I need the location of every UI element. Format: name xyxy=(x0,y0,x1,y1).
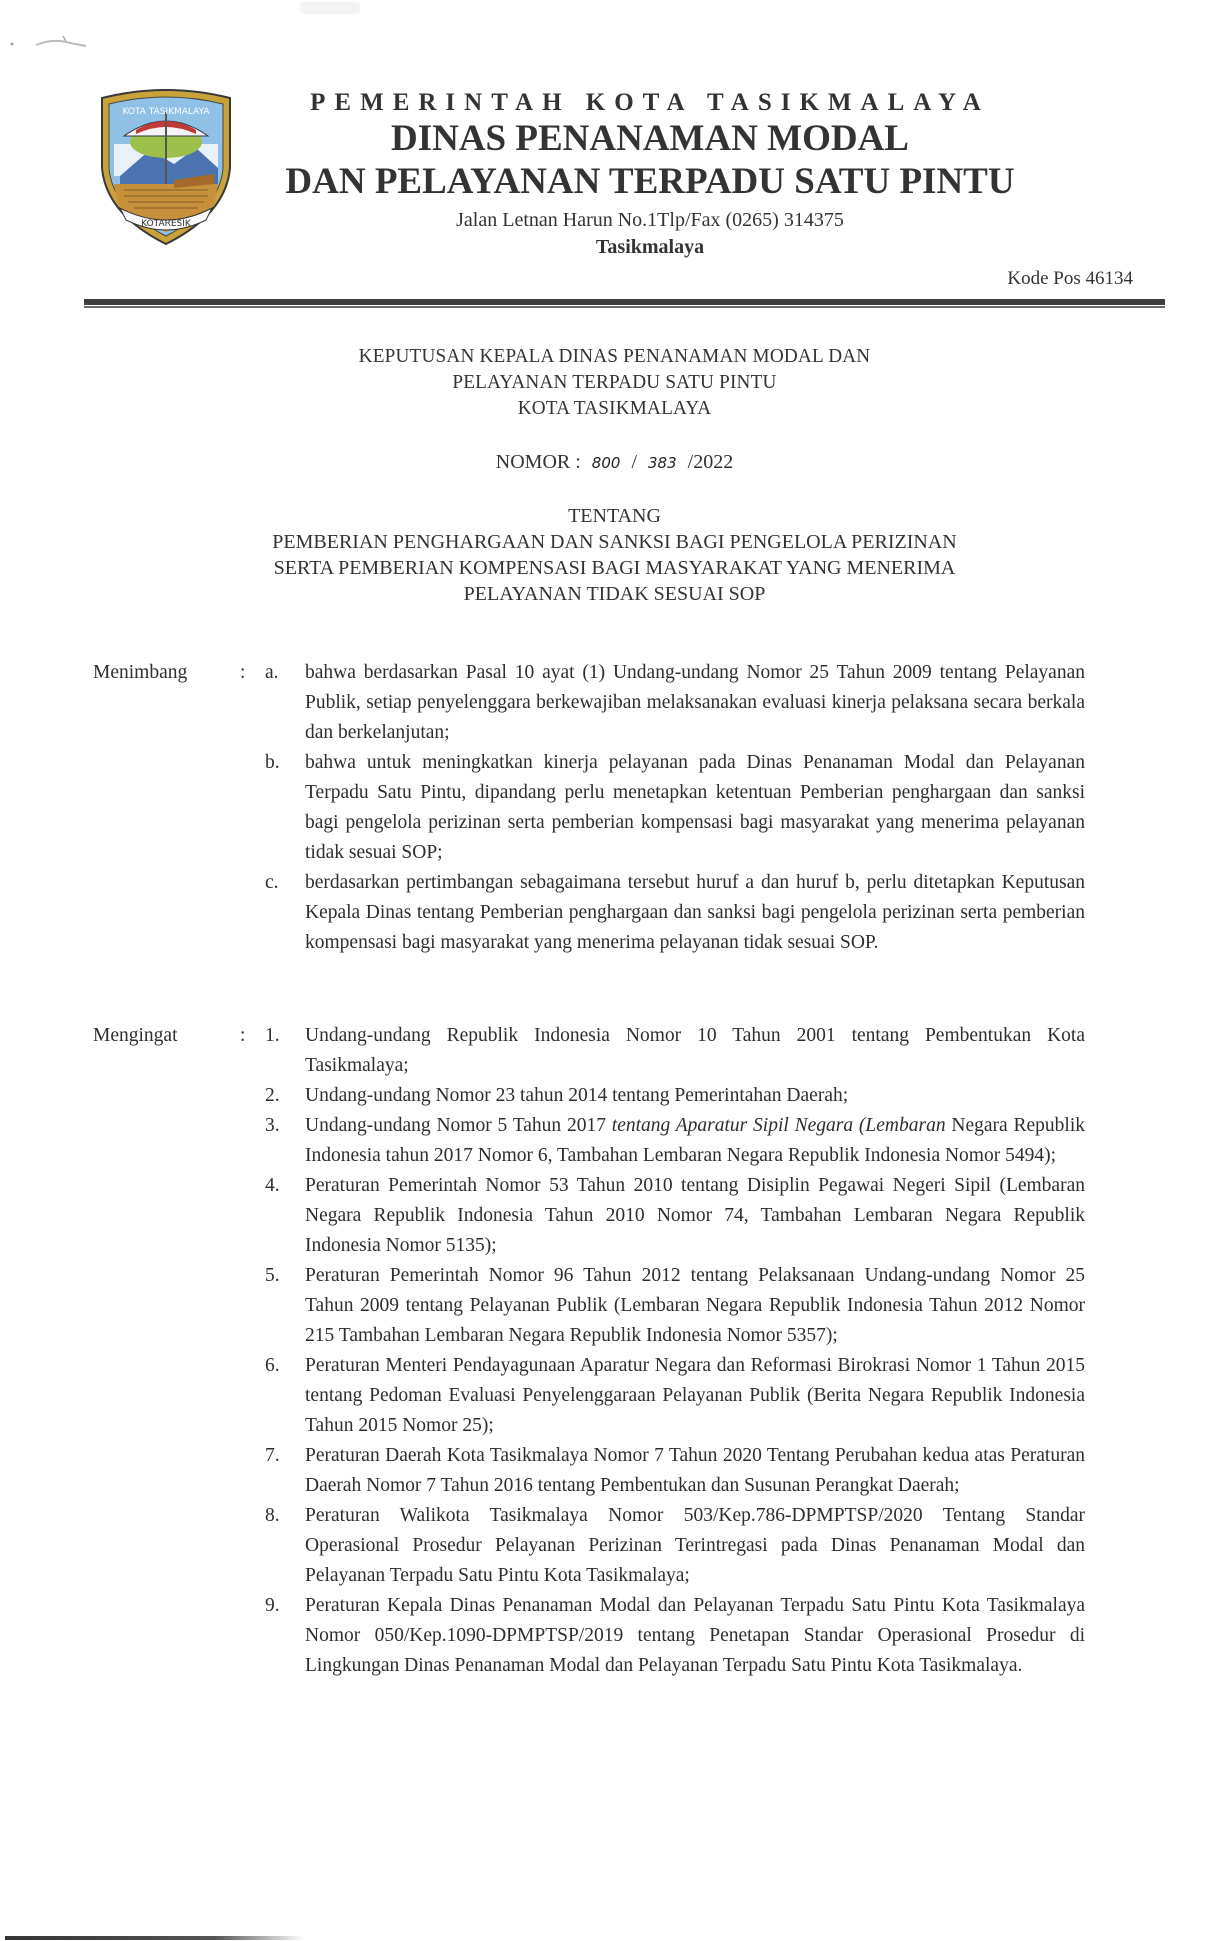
scan-mark xyxy=(8,30,88,58)
consideration-item xyxy=(265,658,1085,748)
number-handwritten-part2: 383 xyxy=(648,454,677,472)
item-marker: 8. xyxy=(265,1505,280,1526)
government-name: PEMERINTAH KOTA TASIKMALAYA xyxy=(310,89,990,116)
item-text: Peraturan Pemerintah Nomor 96 Tahun 2012 tentang Pelaksanaan Undang-undang Nomor 25 Tahun 2009 tentang Pelayanan Publik (Lembaran Negara Republik Indonesia Tahun 2012 Nomor 215 Tambahan Lembaran Negara Republik Indonesia Nomor 5357); xyxy=(305,1265,1085,1346)
decree-title-line: KEPUTUSAN KEPALA DINAS PENANAMAN MODAL DAN xyxy=(358,345,871,367)
item-marker: a. xyxy=(265,662,279,683)
item-text-before: Undang-undang Nomor 5 Tahun 2017 xyxy=(305,1115,612,1136)
decree-title-line: PELAYANAN TERPADU SATU PINTU xyxy=(452,371,777,393)
legal-basis-item xyxy=(265,1021,1085,1081)
legal-basis-item xyxy=(265,1171,1085,1261)
letterhead-divider-thin xyxy=(84,306,1165,308)
letterhead-divider-thick xyxy=(84,299,1165,305)
number-handwritten-part1: 800 xyxy=(591,454,621,472)
item-text: Peraturan Daerah Kota Tasikmalaya Nomor 7 Tahun 2020 Tentang Perubahan kedua atas Peraturan Daerah Nomor 7 Tahun 2016 tentang Pembentukan dan Susunan Perangkat Daerah; xyxy=(305,1445,1085,1496)
item-text: bahwa berdasarkan Pasal 10 ayat (1) Undang-undang Nomor 25 Tahun 2009 tentang Pelayanan Publik, setiap penyelenggara berkewajiban melaksanakan evaluasi kinerja pelaksana secara berkala dan berkelanjutan; xyxy=(305,662,1085,743)
legal-basis-item xyxy=(265,1501,1085,1591)
section-label: Menimbang xyxy=(93,662,188,683)
legal-basis-item xyxy=(265,1351,1085,1441)
decree-title-line: KOTA TASIKMALAYA xyxy=(517,397,712,419)
section-colon: : xyxy=(240,662,246,683)
scan-bottom-edge xyxy=(5,1936,305,1940)
scan-smudge xyxy=(300,2,360,14)
logo-ribbon-text: KOTARESIK xyxy=(141,219,191,229)
item-marker: 3. xyxy=(265,1115,280,1136)
section-menimbang xyxy=(93,658,1085,958)
agency-city: Tasikmalaya xyxy=(595,236,705,258)
section-colon: : xyxy=(240,1025,246,1046)
postal-code: Kode Pos 46134 xyxy=(1007,268,1133,289)
number-label: NOMOR : xyxy=(495,451,581,473)
item-marker: 5. xyxy=(265,1265,280,1286)
agency-name-line1: DINAS PENANAMAN MODAL xyxy=(391,118,909,159)
item-marker: c. xyxy=(265,872,279,893)
subject-label: TENTANG xyxy=(568,505,661,527)
item-marker: 1. xyxy=(265,1025,280,1046)
item-marker: b. xyxy=(265,752,280,773)
item-text: Peraturan Pemerintah Nomor 53 Tahun 2010 tentang Disiplin Pegawai Negeri Sipil (Lembaran Negara Republik Indonesia Tahun 2010 Nomor 74, Tambahan Lembaran Negara Republik Indonesia Nomor 5135); xyxy=(305,1175,1085,1256)
item-marker: 9. xyxy=(265,1595,280,1616)
item-text: bahwa untuk meningkatkan kinerja pelayanan pada Dinas Penanaman Modal dan Pelayanan Terpadu Satu Pintu, dipandang perlu menetapkan ketentuan Pemberian penghargaan dan sanksi bagi pengelola perizinan serta pemberian kompensasi bagi masyarakat yang menerima pelayanan tidak sesuai SOP; xyxy=(305,752,1085,863)
section-label: Mengingat xyxy=(93,1025,178,1046)
logo-arc-text: KOTA TASIKMALAYA xyxy=(122,107,210,117)
agency-name-line2: DAN PELAYANAN TERPADU SATU PINTU xyxy=(285,161,1015,202)
decree-title xyxy=(0,343,1229,421)
item-text: Peraturan Kepala Dinas Penanaman Modal dan Pelayanan Terpadu Satu Pintu Kota Tasikmalaya Nomor 050/Kep.1090-DPMPTSP/2019 tentang Penetapan Standar Operasional Prosedur di Lingkungan Dinas Penanaman Modal dan Pelayanan Terpadu Satu Pintu Kota Tasikmalaya. xyxy=(305,1595,1085,1676)
letterhead xyxy=(240,88,1040,260)
item-text: Peraturan Walikota Tasikmalaya Nomor 503/Kep.786-DPMPTSP/2020 Tentang Standar Operasional Prosedur Pelayanan Perizinan Terintregasi pada Dinas Penanaman Modal dan Pelayanan Terpadu Satu Pintu Kota Tasikmalaya; xyxy=(305,1505,1085,1586)
number-separator: / xyxy=(631,451,637,473)
consideration-item xyxy=(265,748,1085,868)
subject-line: PELAYANAN TIDAK SESUAI SOP xyxy=(463,583,766,605)
subject-line: SERTA PEMBERIAN KOMPENSASI BAGI MASYARAKAT YANG MENERIMA xyxy=(273,557,956,579)
item-marker: 7. xyxy=(265,1445,280,1466)
item-marker: 6. xyxy=(265,1355,280,1376)
legal-basis-item xyxy=(265,1441,1085,1501)
item-text: Peraturan Menteri Pendayagunaan Aparatur Negara dan Reformasi Birokrasi Nomor 1 Tahun 2015 tentang Pedoman Evaluasi Penyelenggaraan Pelayanan Publik (Berita Negara Republik Indonesia Tahun 2015 Nomor 25); xyxy=(305,1355,1085,1436)
item-text-italic: tentang Aparatur Sipil Negara (Lembaran xyxy=(611,1115,946,1136)
item-text: Undang-undang Nomor 23 tahun 2014 tentang Pemerintahan Daerah; xyxy=(305,1085,849,1106)
item-text xyxy=(305,1111,1085,1171)
consideration-item xyxy=(265,868,1085,958)
item-text-after: Negara Republik Indonesia tahun 2017 Nomor 6, Tambahan Lembaran Negara Republik Indonesia Nomor 5494); xyxy=(305,1115,1086,1166)
decree-number xyxy=(0,451,1229,474)
item-marker: 2. xyxy=(265,1085,280,1106)
item-marker: 4. xyxy=(265,1175,280,1196)
legal-basis-item xyxy=(265,1591,1085,1681)
section-mengingat xyxy=(93,1021,1085,1681)
legal-basis-item xyxy=(265,1111,1085,1171)
agency-address: Jalan Letnan Harun No.1Tlp/Fax (0265) 314375 xyxy=(456,209,844,231)
legal-basis-item xyxy=(265,1081,1085,1111)
subject-line: PEMBERIAN PENGHARGAAN DAN SANKSI BAGI PENGELOLA PERIZINAN xyxy=(272,531,957,553)
item-text: berdasarkan pertimbangan sebagaimana tersebut huruf a dan huruf b, perlu ditetapkan Keputusan Kepala Dinas tentang Pemberian penghargaan dan sanksi bagi pengelola perizinan serta pemberian kompensasi bagi masyarakat yang menerima pelayanan tidak sesuai SOP. xyxy=(305,872,1085,953)
legal-basis-item xyxy=(265,1261,1085,1351)
city-emblem-logo xyxy=(94,84,238,248)
item-text: Undang-undang Republik Indonesia Nomor 10 Tahun 2001 tentang Pembentukan Kota Tasikmalaya; xyxy=(305,1025,1085,1076)
number-year: /2022 xyxy=(687,451,734,473)
decree-subject xyxy=(0,503,1229,607)
